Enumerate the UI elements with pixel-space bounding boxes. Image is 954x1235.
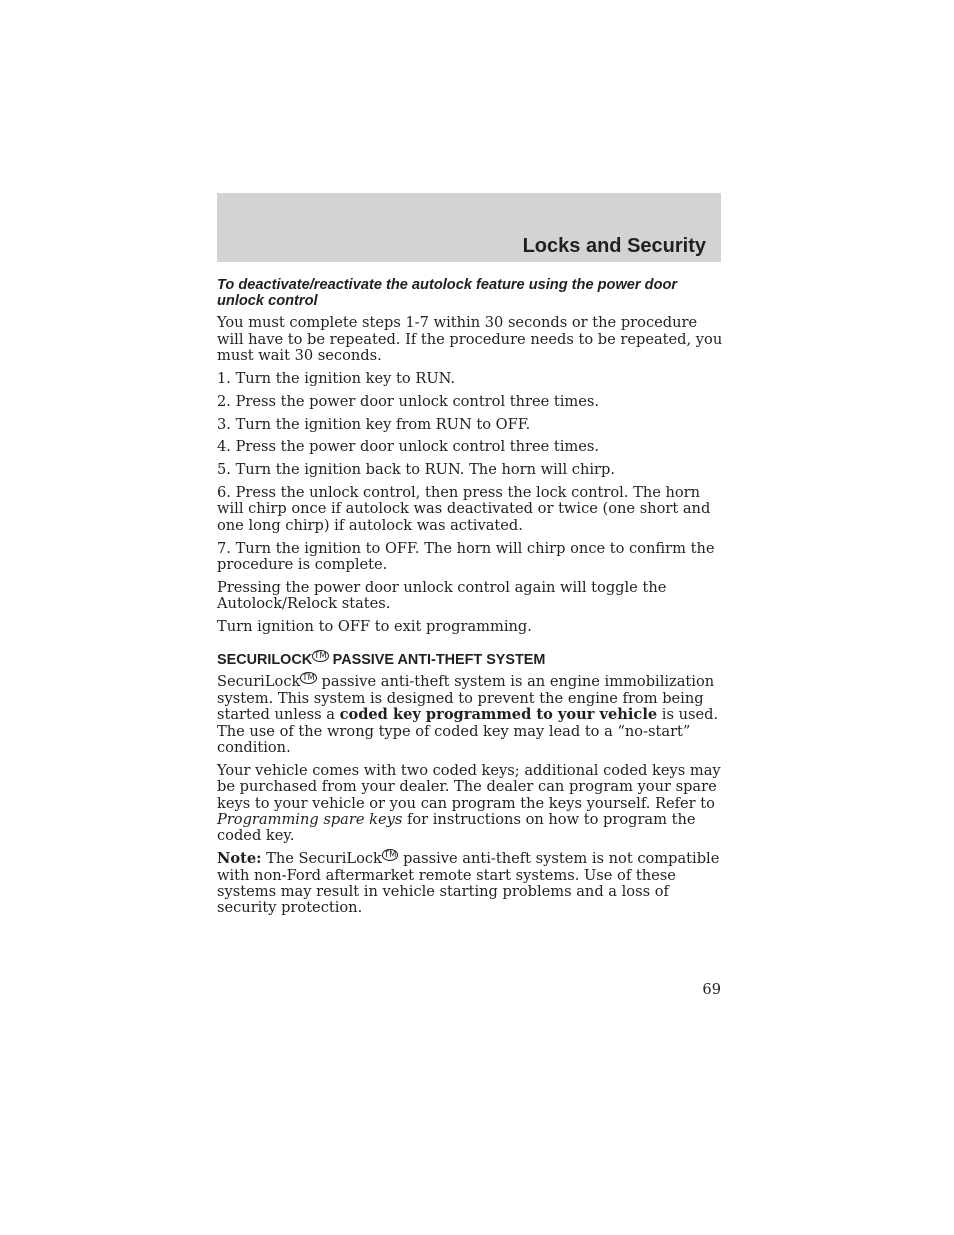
- trademark-symbol: TM: [302, 673, 315, 684]
- page-number: 69: [702, 981, 721, 998]
- note-label: Note:: [217, 850, 262, 868]
- securilock-p1-text: passive anti-theft system is an engine immobilization system. This system is designed to prevent the engine from being started unless a: [217, 673, 715, 724]
- toggle-note: Pressing the power door unlock control again will toggle the Autolock/Relock states.: [217, 578, 667, 613]
- step-1: 1. Turn the ignition key to RUN.: [217, 370, 456, 387]
- step-4: 4. Press the power door unlock control three times.: [217, 438, 600, 456]
- autolock-subheading: To deactivate/reactivate the autolock feature using the power door unlock control: [217, 277, 678, 309]
- securilock-p1-text-end: is used. The use of the wrong type of coded key may lead to a “no-start” condition.: [217, 706, 719, 757]
- coded-keys-text-end: for instructions on how to program the coded key.: [217, 811, 696, 845]
- securilock-brand-text: SecuriLock: [217, 673, 301, 691]
- exit-note: Turn ignition to OFF to exit programming.: [217, 618, 532, 635]
- section-header-band: [217, 193, 721, 262]
- autolock-intro: You must complete steps 1-7 within 30 seconds or the procedure will have to be repeated. If the procedure needs to be repeated, you must wait 30 seconds.: [217, 314, 723, 365]
- securilock-paragraph-2: [217, 763, 723, 845]
- note-text-end: passive anti-theft system is not compatible with non-Ford aftermarket remote start systems. Use of these systems may result in vehicle starting problems and a loss of security protection.: [217, 850, 720, 917]
- note-text: The SecuriLock: [261, 850, 382, 868]
- step-3: 3. Turn the ignition key from RUN to OFF.: [217, 415, 531, 433]
- step-7: 7. Turn the ignition to OFF. The horn will chirp once to confirm the procedure is complete.: [217, 539, 715, 573]
- coded-keys-text: Your vehicle comes with two coded keys; additional coded keys may be purchased from your dealer. The dealer can program your spare keys to your vehicle or you can program the keys yourself. Refer to: [217, 761, 721, 812]
- securilock-heading-rest: PASSIVE ANTI-THEFT SYSTEM: [328, 652, 546, 669]
- step-6: 6. Press the unlock control, then press the lock control. The horn will chirp once if autolock was deactivated or twice (one short and one long chirp) if autolock was activated.: [217, 483, 711, 534]
- section-title: Locks and Security: [522, 235, 706, 257]
- securilock-note: [217, 851, 723, 917]
- trademark-symbol: TM: [314, 651, 327, 662]
- step-2: 2. Press the power door unlock control three times.: [217, 392, 600, 410]
- programming-spare-keys-reference: Programming spare keys: [217, 811, 403, 829]
- trademark-symbol: TM: [383, 850, 397, 861]
- securilock-paragraph-1: [217, 674, 723, 756]
- securilock-heading: [217, 652, 723, 668]
- coded-key-emphasis: coded key programmed to your vehicle: [339, 706, 658, 724]
- page-content: [217, 277, 723, 923]
- securilock-heading-name: SECURILOCK: [217, 652, 313, 669]
- step-5: 5. Turn the ignition back to RUN. The horn will chirp.: [217, 461, 616, 479]
